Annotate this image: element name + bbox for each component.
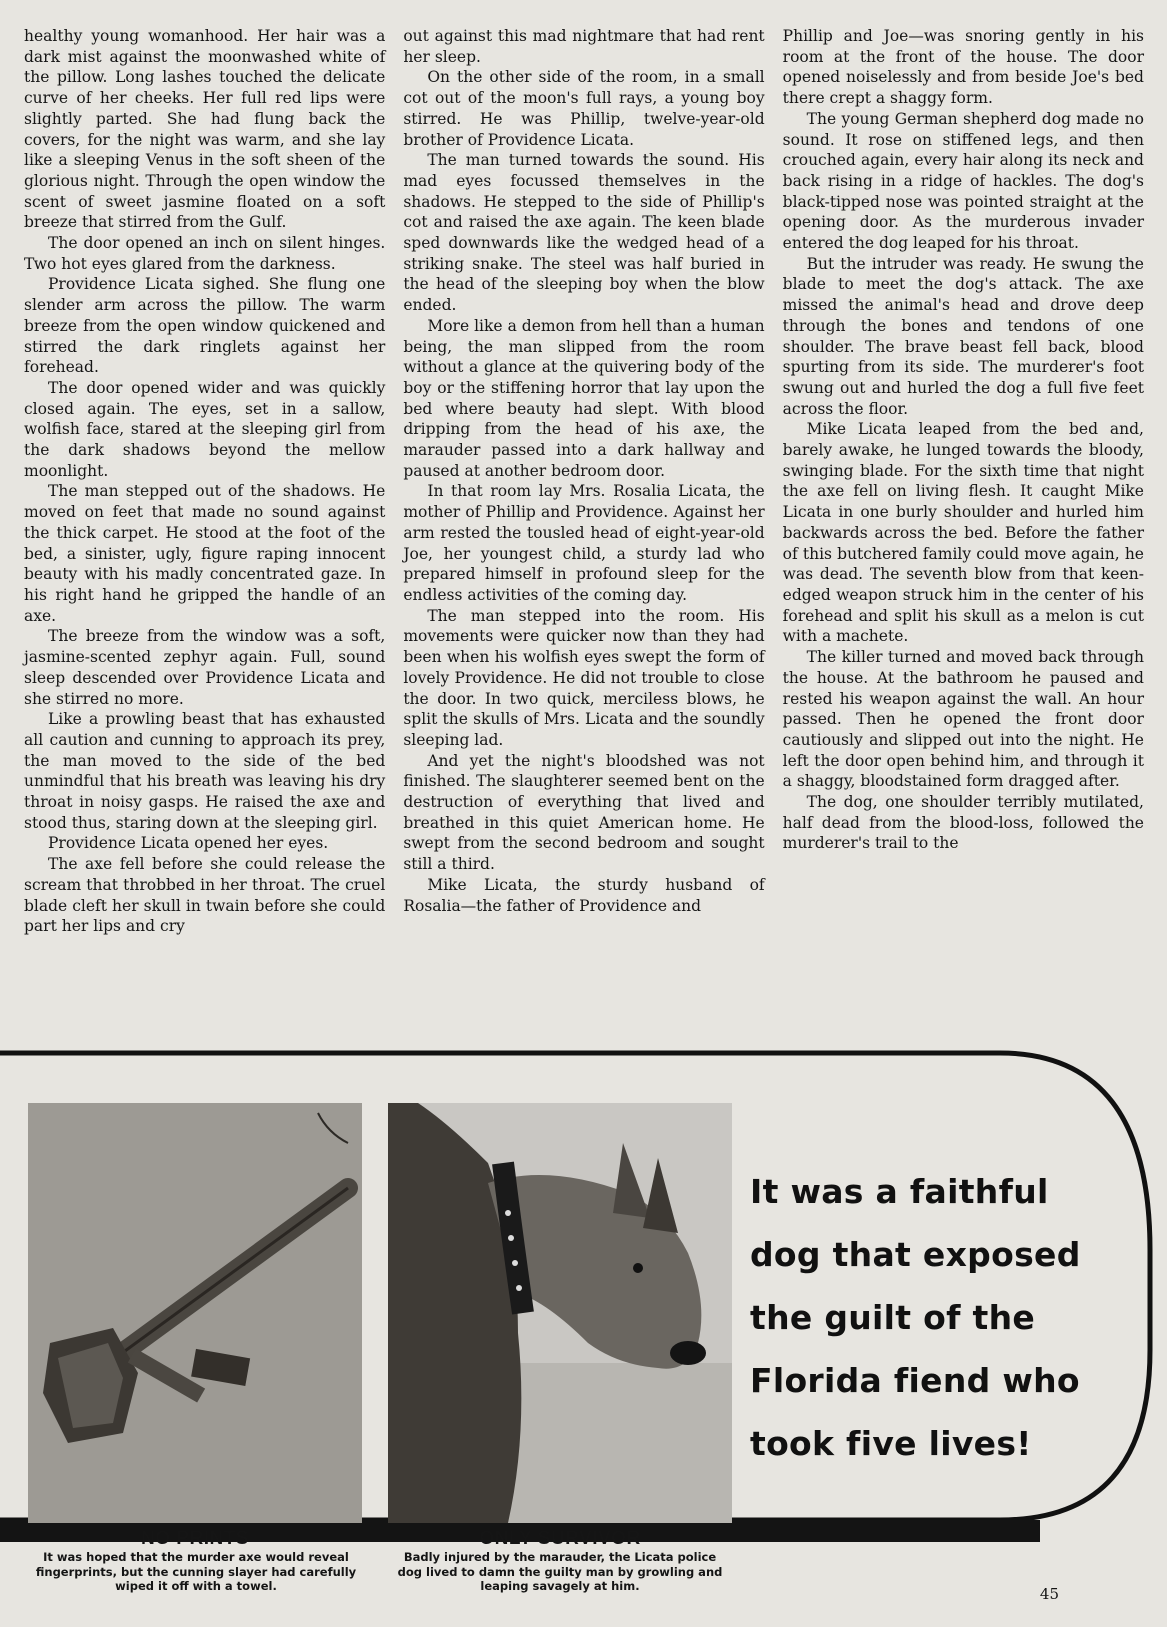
- paragraph: The breeze from the window was a soft, jasmine-scented zephyr again. Full, sound sleep descended over Providence Licata and she stirred no more.: [24, 627, 386, 708]
- dog-caption-text: Badly injured by the marauder, the Licata police dog lived to damn the guilty man by growling and leaping savagely at him.: [397, 1550, 723, 1593]
- paragraph: More like a demon from hell than a human being, the man slipped from the room without a glance at the quivering body of the boy or the stiffening horror that lay upon the bed where beauty had slept. With blood dripping from the head of his axe, the marauder passed into a dark hallway and paused at another bedroom door.: [403, 316, 765, 480]
- axe-photo: [28, 1103, 362, 1523]
- paragraph: healthy young womanhood. Her hair was a dark mist against the moonwashed white of the pillow. Long lashes touched the delicate curve of her cheeks. Her full red lips were slightly parted. She had flung back the covers, for the night was warm, and she lay like a sleeping Venus in the soft sheen of the glorious night. Through the open window the scent of sweet jasmine floated on a soft breeze that stirred from the Gulf.: [24, 27, 386, 232]
- paragraph: Providence Licata opened her eyes.: [48, 834, 329, 853]
- paragraph: But the intruder was ready. He swung the blade to meet the dog's attack. The axe missed the animal's head and drove deep through the bones and tendons of one shoulder. The brave beast fell back, blood spurting from its side. The murderer's foot swung out and hurled the dog a full five feet across the floor.: [782, 254, 1144, 418]
- headline-line: Florida fiend who: [750, 1361, 1080, 1400]
- article-column-2: [403, 26, 764, 1016]
- paragraph: Providence Licata sighed. She flung one slender arm across the pillow. The warm breeze from the open window quickened and stirred the dark ringlets against her forehead.: [24, 275, 386, 377]
- axe-caption-title: NO PRINTS: [141, 1528, 249, 1549]
- paragraph: The door opened an inch on silent hinges. Two hot eyes glared from the darkness.: [24, 234, 386, 273]
- article-column-3: [783, 26, 1144, 1016]
- headline: [750, 1160, 1090, 1475]
- headline-line: It was a faithful: [750, 1172, 1049, 1211]
- paragraph: In that room lay Mrs. Rosalia Licata, the mother of Phillip and Providence. Against her arm rested the tousled head of eight-year-old Joe, her youngest child, a sturdy lad who prepared himself in profound sleep for the endless activities of the coming day.: [403, 482, 765, 604]
- paragraph: On the other side of the room, in a small cot out of the moon's full rays, a young boy stirred. He was Phillip, twelve-year-old brother of Providence Licata.: [403, 68, 765, 149]
- paragraph: Like a prowling beast that has exhausted all caution and cunning to approach its prey, the man moved to the side of the bed unmindful that his breath was leaving his dry throat in noisy gasps. He raised the axe and stood thus, staring down at the sleeping girl.: [24, 710, 386, 832]
- paragraph: out against this mad nightmare that had rent her sleep.: [403, 27, 765, 66]
- paragraph: Mike Licata leaped from the bed and, barely awake, he lunged towards the bloody, swinging blade. For the sixth time that night the axe fell on living flesh. It caught Mike Licata in one burly shoulder and hurled him backwards across the bed. Before the father of this butchered family could move again, he was dead. The seventh blow from that keen-edged weapon struck him in the center of his forehead and split his skull as a melon is cut with a machete.: [782, 420, 1144, 646]
- headline-line: took five lives!: [750, 1424, 1032, 1463]
- photo-panel: [0, 1050, 1167, 1593]
- paragraph: The axe fell before she could release the scream that throbbed in her throat. The cruel blade cleft her skull in twain before she could part her lips and cry: [24, 855, 386, 936]
- paragraph: And yet the night's bloodshed was not finished. The slaughterer seemed bent on the destruction of everything that lived and breathed in this quiet American home. He swept from the second bedroom and sought still a third.: [403, 751, 765, 874]
- dog-caption-title: ONLY SURVIVOR: [479, 1528, 641, 1549]
- paragraph: Phillip and Joe—was snoring gently in his room at the front of the house. The door opened noiselessly and from beside Joe's bed there crept a shaggy form.: [782, 27, 1144, 108]
- page-number: 45: [1039, 1585, 1059, 1603]
- paragraph: The killer turned and moved back through the house. At the bathroom he paused and rested his weapon against the wall. An hour passed. Then he opened the front door cautiously and slipped out into the night. He left the door open behind him, and through it a shaggy, bloodstained form dragged after.: [782, 648, 1144, 791]
- paragraph: The dog, one shoulder terribly mutilated, half dead from the blood-loss, followed the murderer's trail to the: [782, 793, 1144, 853]
- headline-line: the guilt of the: [750, 1298, 1036, 1337]
- paragraph: The door opened wider and was quickly closed again. The eyes, set in a sallow, wolfish face, stared at the sleeping girl from the dark shadows beyond the mellow moonlight.: [24, 378, 386, 480]
- paragraph: The man turned towards the sound. His mad eyes focussed themselves in the shadows. He stepped to the side of Phillip's cot and raised the axe again. The keen blade sped downwards like the wedged head of a striking snake. The steel was half buried in the head of the sleeping boy when the blow ended.: [403, 151, 765, 315]
- article-body: [24, 26, 1144, 1016]
- article-column-1: [24, 26, 385, 1016]
- headline-line: dog that exposed: [750, 1235, 1081, 1274]
- paragraph: The man stepped into the room. His movements were quicker now than they had been when his wolfish eyes swept the form of lovely Providence. He did not trouble to close the door. In two quick, merciless blows, he split the skulls of Mrs. Licata and the soundly sleeping lad.: [403, 606, 765, 749]
- paragraph: The man stepped out of the shadows. He moved on feet that made no sound against the thick carpet. He stood at the foot of the bed, a sinister, ugly, figure raping innocent beauty with his madly concentrated gaze. In his right hand he gripped the handle of an axe.: [24, 482, 386, 625]
- axe-caption-text: It was hoped that the murder axe would reveal fingerprints, but the cunning slayer had carefully wiped it off with a towel.: [35, 1550, 357, 1593]
- paragraph: The young German shepherd dog made no sound. It rose on stiffened legs, and then crouched again, every hair along its neck and back rising in a ridge of hackles. The dog's black-tipped nose was pointed straight at the opening door. As the murderous invader entered the dog leaped for his throat.: [782, 109, 1144, 253]
- dog-photo: [388, 1103, 732, 1523]
- paragraph: Mike Licata, the sturdy husband of Rosalia—the father of Providence and: [403, 875, 765, 915]
